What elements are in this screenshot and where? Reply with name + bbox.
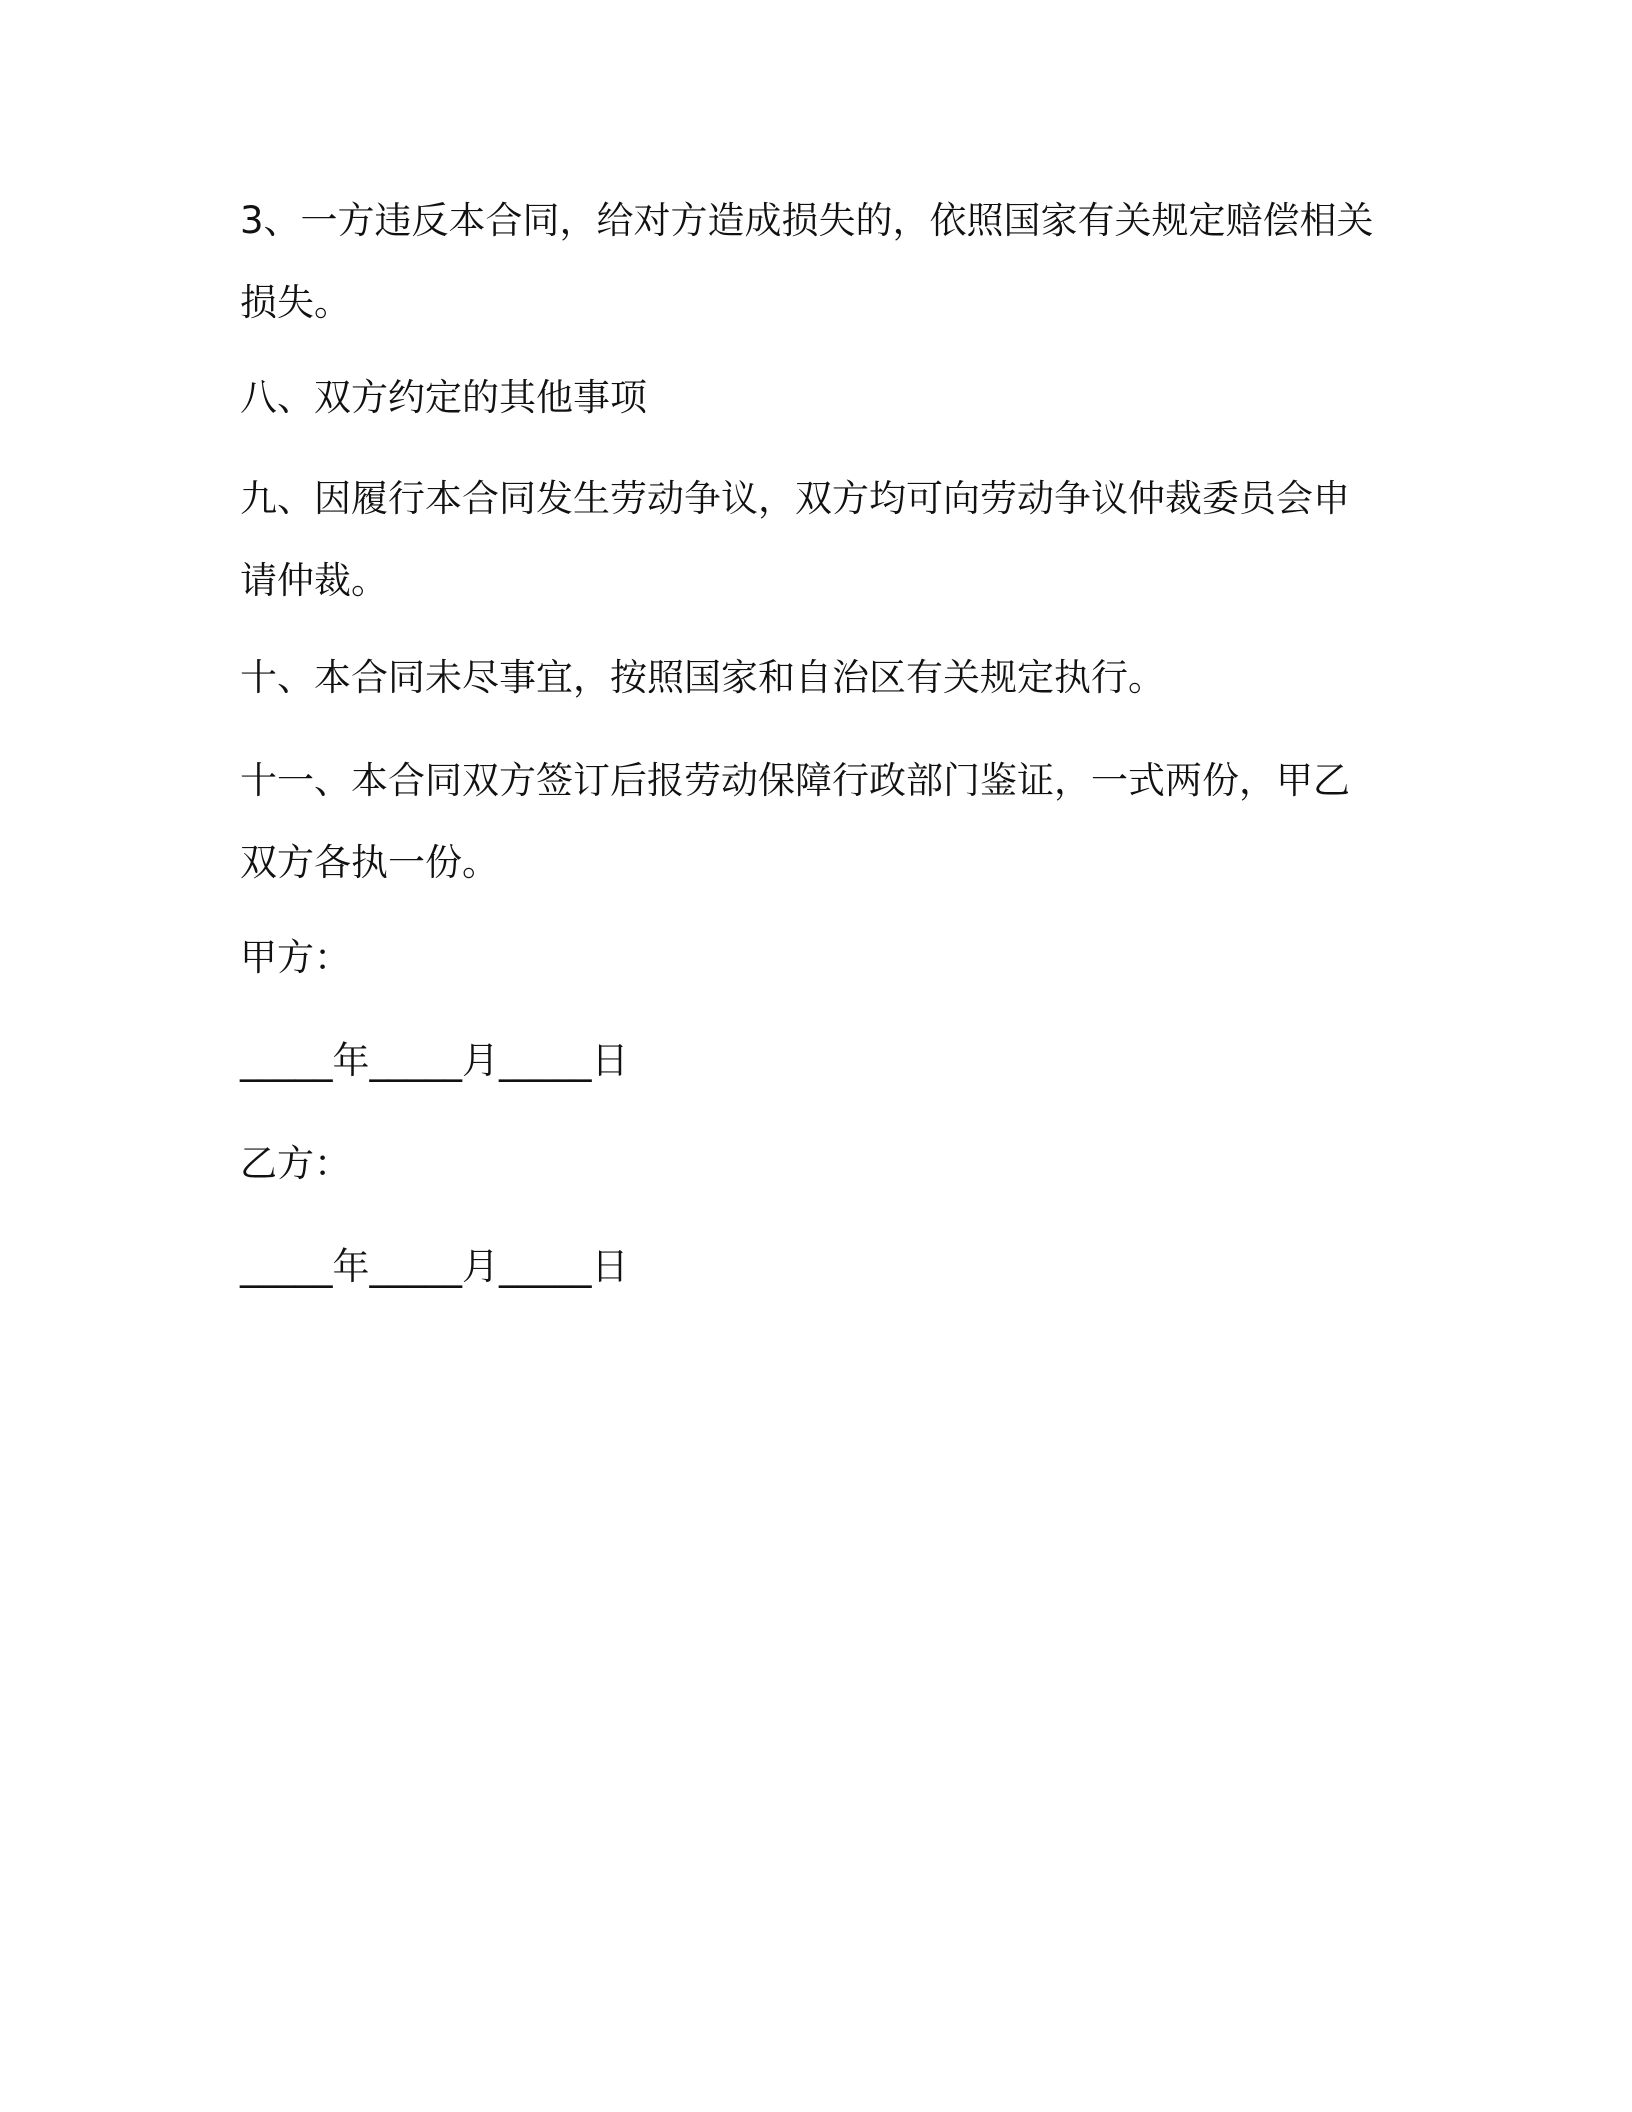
clause-10-text: 十、本合同未尽事宜，按照国家和自治区有关规定执行。 — [240, 656, 1165, 699]
party-a-date — [240, 1020, 1380, 1102]
clause-11 — [240, 740, 1380, 904]
clause-10 — [240, 637, 1380, 719]
party-a-label — [240, 917, 1380, 999]
clause-11-line-1: 十一、本合同双方签订后报劳动保障行政部门鉴证，一式两份，甲乙 — [240, 759, 1350, 802]
party-b-date-text: _____年_____月_____日 — [240, 1245, 629, 1288]
party-a-date-text: _____年_____月_____日 — [240, 1039, 629, 1082]
party-b-label — [240, 1123, 1380, 1205]
clause-9-line-1: 九、因履行本合同发生劳动争议，双方均可向劳动争议仲裁委员会申 — [240, 477, 1350, 520]
clause-7-3-line-2: 损失。 — [240, 281, 351, 324]
clause-9-line-2: 请仲裁。 — [240, 559, 388, 602]
clause-8-text: 八、双方约定的其他事项 — [240, 376, 647, 419]
clause-11-line-2: 双方各执一份。 — [240, 841, 499, 884]
party-b-date — [240, 1226, 1380, 1308]
party-b-label-text: 乙方： — [240, 1142, 351, 1185]
party-a-label-text: 甲方： — [240, 936, 351, 979]
clause-7-3 — [240, 180, 1380, 344]
clause-9 — [240, 458, 1380, 622]
clause-7-3-line-1: 3、一方违反本合同，给对方造成损失的，依照国家有关规定赔偿相关 — [240, 199, 1374, 242]
clause-8 — [240, 357, 1380, 439]
